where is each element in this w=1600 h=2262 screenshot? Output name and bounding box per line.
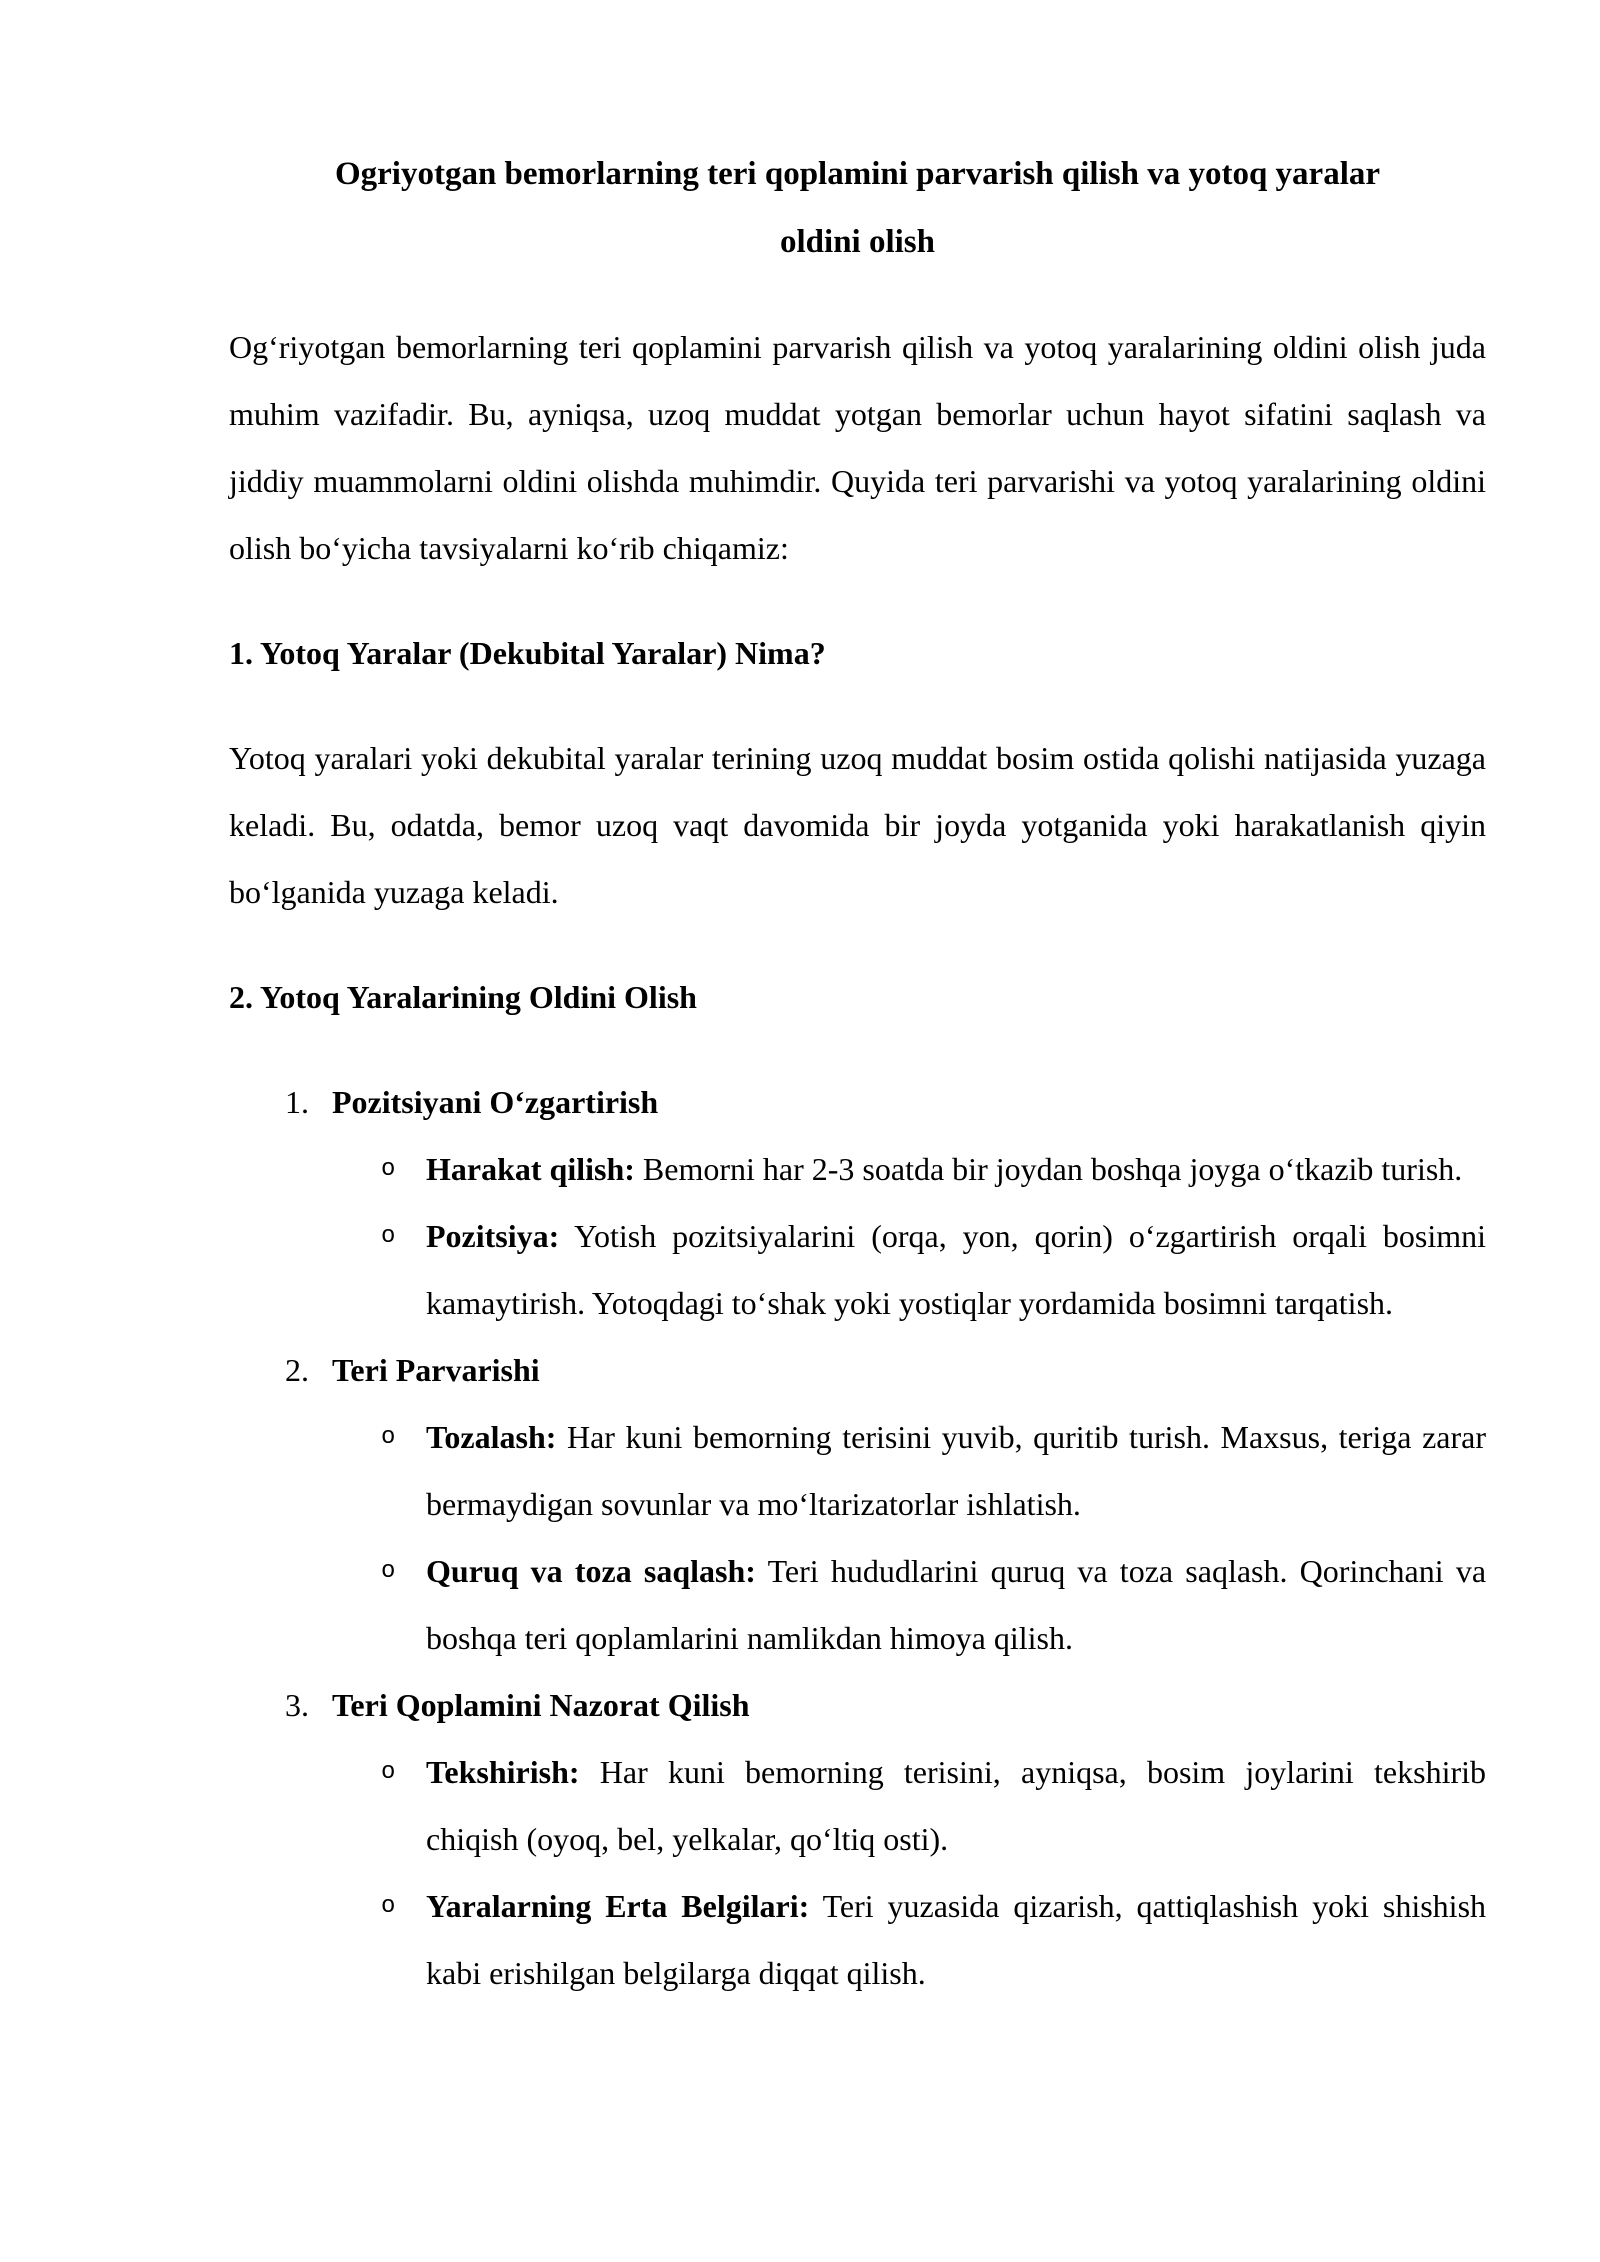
sub-item-text: [426, 1203, 1486, 1337]
sub-item-body: Yotish pozitsiyalarini (orqa, yon, qorin) oʻzgartirish orqali bosimni kamaytirish. Yotoqdagi toʻshak yoki yostiqlar yordamida bosimni tarqatish.: [426, 1218, 1487, 1321]
document-title-line-2: oldini olish: [780, 224, 935, 260]
list-item-number: 2.: [285, 1352, 309, 1388]
list-item-title: Pozitsiyani Oʻzgartirish: [332, 1084, 659, 1120]
list-sub-item-movement: [229, 1136, 1486, 1203]
sub-item-label: Yaralarning Erta Belgilari:: [426, 1888, 810, 1924]
list-item-skin-care: [229, 1337, 1486, 1404]
prevention-list: [229, 1069, 1486, 2007]
bullet-marker: o: [381, 1759, 396, 1786]
sub-item-body: Teri yuzasida qizarish, qattiqlashish yoki shishish kabi erishilgan belgilarga diqqat qilish.: [426, 1888, 1487, 1991]
sub-item-text: [426, 1873, 1486, 2007]
sub-item-label: Pozitsiya:: [426, 1218, 560, 1254]
section-2-heading: 2. Yotoq Yaralarining Oldini Olish: [229, 979, 697, 1015]
list-item-title: Teri Qoplamini Nazorat Qilish: [332, 1687, 750, 1723]
list-sub-item-checking: [229, 1739, 1486, 1873]
sub-item-body: Bemorni har 2-3 soatda bir joydan boshqa joyga oʻtkazib turish.: [642, 1151, 1463, 1187]
sub-item-body: Har kuni bemorning terisini, ayniqsa, bosim joylarini tekshirib chiqish (oyoq, bel, yelkalar, qoʻltiq osti).: [426, 1754, 1487, 1857]
bullet-marker: o: [381, 1223, 396, 1250]
sub-item-label: Tozalash:: [426, 1419, 557, 1455]
bullet-marker: o: [381, 1893, 396, 1920]
list-item-number: 3.: [285, 1687, 309, 1723]
list-item-position-change: [229, 1069, 1486, 1136]
sub-item-label: Quruq va toza saqlash:: [426, 1553, 756, 1589]
sub-item-text: [426, 1404, 1486, 1538]
sub-item-text: [426, 1136, 1486, 1203]
section-1-paragraph: Yotoq yaralari yoki dekubital yaralar terining uzoq muddat bosim ostida qolishi natijasida yuzaga keladi. Bu, odatda, bemor uzoq vaqt davomida bir joyda yotganida yoki harakatlanish qiyin boʻlganida yuzaga keladi.: [229, 740, 1486, 910]
sub-item-body: Teri hududlarini quruq va toza saqlash. Qorinchani va boshqa teri qoplamlarini namlikdan himoya qilish.: [426, 1553, 1487, 1656]
list-sub-item-position: [229, 1203, 1486, 1337]
sub-item-label: Harakat qilish:: [426, 1151, 635, 1187]
bullet-marker: o: [381, 1558, 396, 1585]
list-item-number: 1.: [285, 1084, 309, 1120]
sub-item-text: [426, 1538, 1486, 1672]
sub-item-body: Har kuni bemorning terisini yuvib, quritib turish. Maxsus, teriga zarar bermaydigan sovunlar va moʻltarizatorlar ishlatish.: [426, 1419, 1486, 1522]
bullet-marker: o: [381, 1424, 396, 1451]
document-title-line-1: Ogriyotgan bemorlarning teri qoplamini parvarish qilish va yotoq yaralar: [334, 156, 1381, 192]
sub-item-label: Tekshirish:: [426, 1754, 580, 1790]
list-sub-item-cleaning: [229, 1404, 1486, 1538]
document-title: [229, 140, 1486, 276]
list-sub-item-early-signs: [229, 1873, 1486, 2007]
list-sub-item-dry-clean: [229, 1538, 1486, 1672]
bullet-marker: o: [381, 1156, 396, 1183]
sub-item-text: [426, 1739, 1486, 1873]
list-item-title: Teri Parvarishi: [332, 1352, 540, 1388]
list-item-skin-monitoring: [229, 1672, 1486, 1739]
intro-paragraph: Ogʻriyotgan bemorlarning teri qoplamini parvarish qilish va yotoq yaralarining oldini olish juda muhim vazifadir. Bu, ayniqsa, uzoq muddat yotgan bemorlar uchun hayot sifatini saqlash va jiddiy muammolarni oldini olishda muhimdir. Quyida teri parvarishi va yotoq yaralarining oldini olish boʻyicha tavsiyalarni koʻrib chiqamiz:: [229, 329, 1486, 566]
section-1-heading: 1. Yotoq Yaralar (Dekubital Yaralar) Nima?: [229, 635, 826, 671]
